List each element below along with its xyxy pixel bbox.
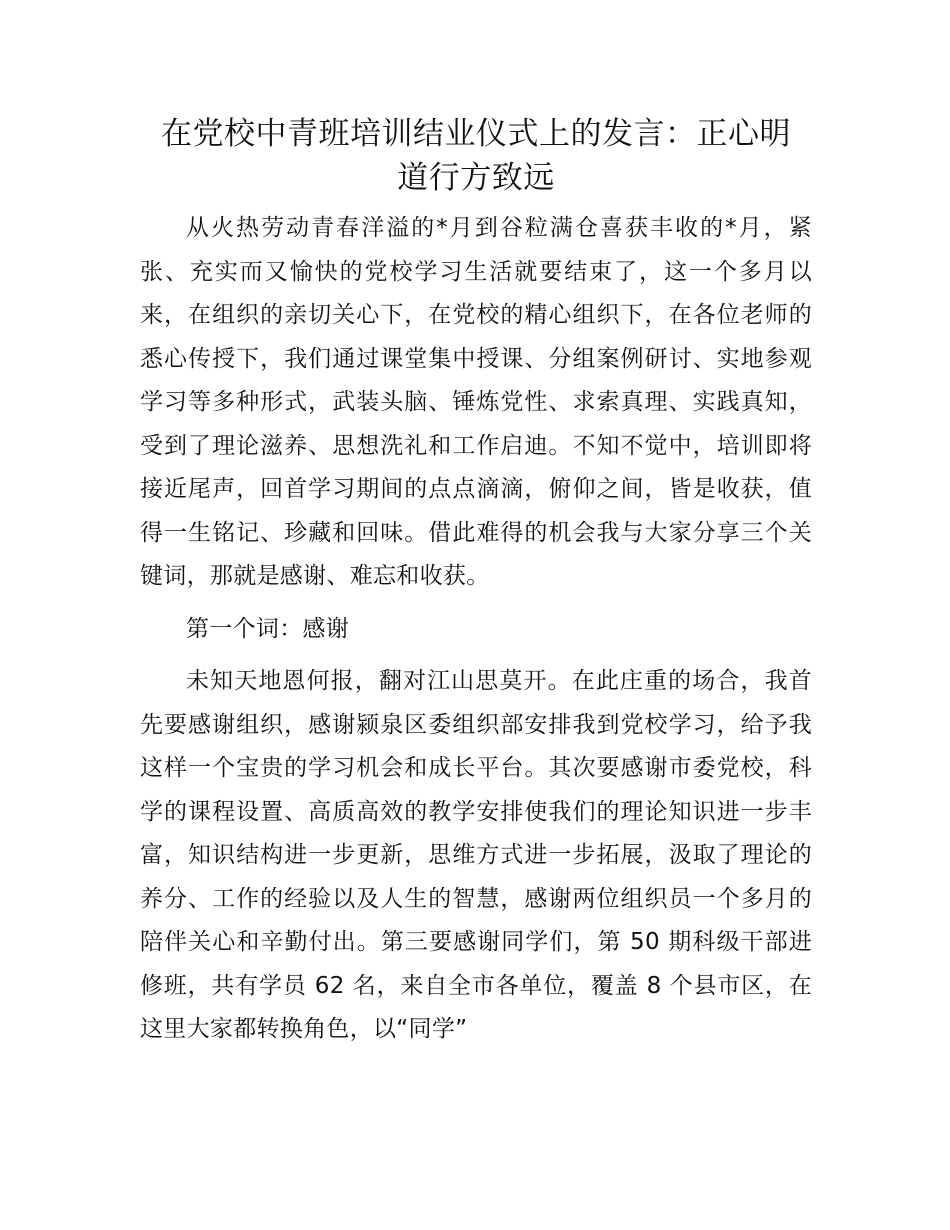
title-line-2: 道行方致远 bbox=[397, 160, 555, 196]
document-title bbox=[140, 112, 812, 200]
document-page bbox=[140, 112, 812, 1052]
section-heading-gratitude: 第一个词：感谢 bbox=[186, 615, 350, 642]
intro-paragraph: 从火热劳动青春洋溢的*月到谷粒满仓喜获丰收的*月，紧张、充实而又愉快的党校学习生活就要结束了，这一个多月以来，在组织的亲切关心下，在党校的精心组织下，在各位老师的悉心传授下，我们通过课堂集中授课、分组案例研讨、实地参观学习等多种形式，武装头脑、锤炼党性、求索真理、实践真知，受到了理论滋养、思想洗礼和工作启迪。不知不觉中，培训即将接近尾声，回首学习期间的点点滴滴，俯仰之间，皆是收获，值得一生铭记、珍藏和回味。借此难得的机会我与大家分享三个关键词，那就是感谢、难忘和收获。 bbox=[140, 215, 812, 589]
title-line-1: 在党校中青班培训结业仪式上的发言：正心明 bbox=[161, 116, 791, 152]
gratitude-paragraph: 未知天地恩何报，翻对江山思莫开。在此庄重的场合，我首先要感谢组织，感谢颍泉区委组织部安排我到党校学习，给予我这样一个宝贵的学习机会和成长平台。其次要感谢市委党校，科学的课程设置、高质高效的教学安排使我们的理论知识进一步丰富，知识结构进一步更新，思维方式进一步拓展，汲取了理论的养分、工作的经验以及人生的智慧，感谢两位组织员一个多月的陪伴关心和辛勤付出。第三要感谢同学们，第 50 期科级干部进修班，共有学员 62 名，来自全市各单位，覆盖 8 个县市区，在这里大家都转换角色，以“同学” bbox=[140, 668, 812, 1042]
